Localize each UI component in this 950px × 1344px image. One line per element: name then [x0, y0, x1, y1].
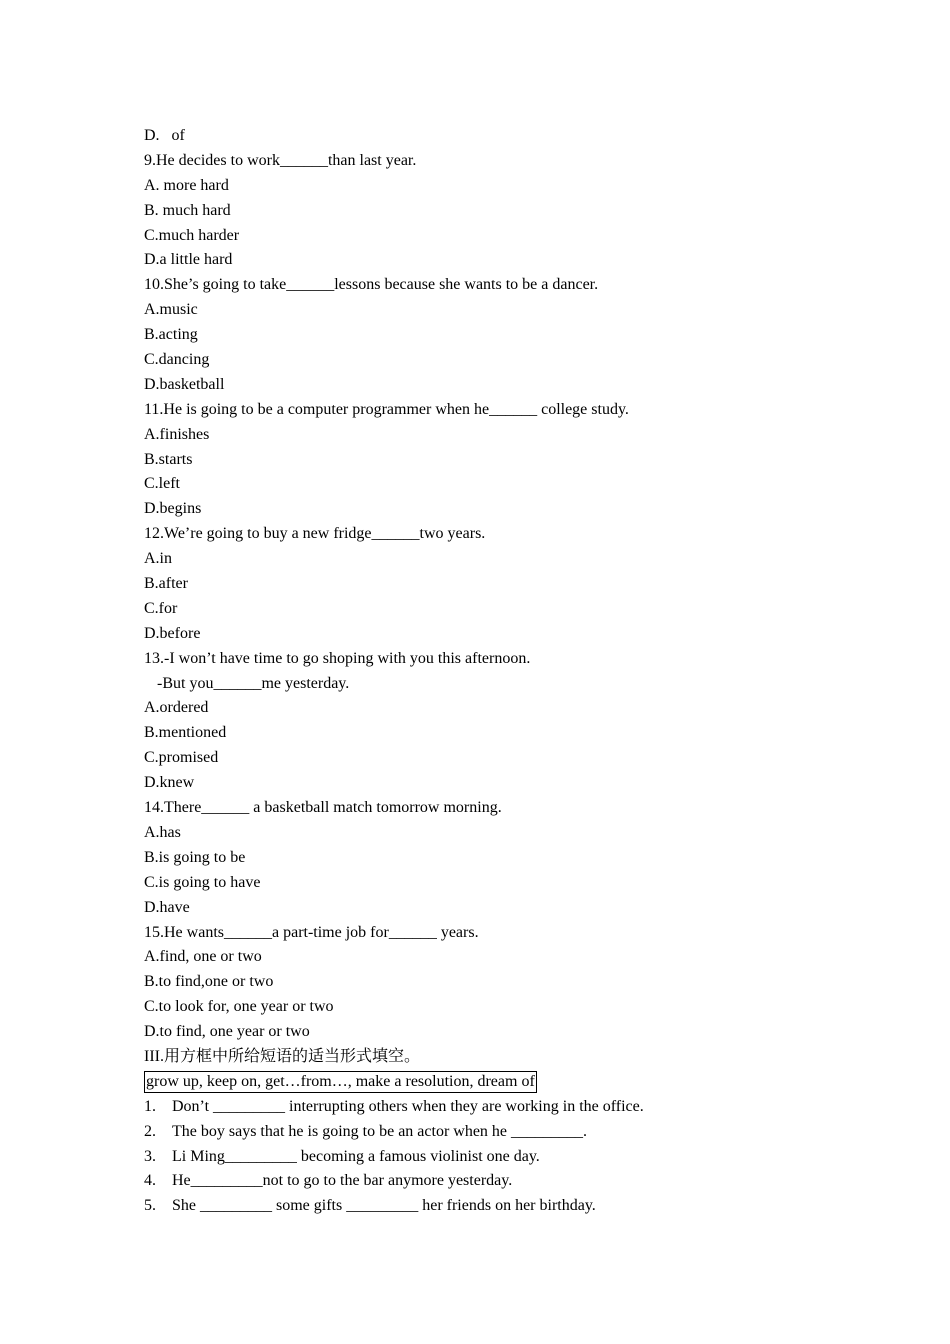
- fill-item-text: She _________ some gifts _________ her friends on her birthday.: [172, 1197, 596, 1215]
- option-line: D.have: [144, 898, 190, 916]
- option-line: C.to look for, one year or two: [144, 998, 334, 1016]
- phrase-box: grow up, keep on, get…from…, make a resolution, dream of: [144, 1071, 537, 1093]
- fill-item-text: Don’t _________ interrupting others when they are working in the office.: [172, 1097, 644, 1115]
- question-15: 15.He wants______a part-time job for______ years.: [144, 923, 479, 941]
- option-line: A.find, one or two: [144, 948, 262, 966]
- question-12: 12.We’re going to buy a new fridge______two years.: [144, 525, 486, 543]
- fill-item-text: Li Ming_________ becoming a famous violinist one day.: [172, 1147, 540, 1165]
- section-heading: III.用方框中所给短语的适当形式填空。: [144, 1047, 420, 1065]
- option-line: C.for: [144, 599, 178, 617]
- question-13-reply: -But you______me yesterday.: [157, 674, 350, 692]
- fill-item: [144, 1095, 864, 1120]
- option-line: C.is going to have: [144, 873, 261, 891]
- option-line: A.ordered: [144, 699, 209, 717]
- question-9: 9.He decides to work______than last year.: [144, 151, 417, 169]
- question-11: 11.He is going to be a computer programmer when he______ college study.: [144, 400, 629, 418]
- fill-item-text: The boy says that he is going to be an actor when he _________.: [172, 1122, 588, 1140]
- fill-item: [144, 1120, 864, 1145]
- option-line: D.begins: [144, 500, 202, 518]
- option-line: B.acting: [144, 326, 198, 344]
- option-line: D.to find, one year or two: [144, 1023, 310, 1041]
- option-line: B.to find,one or two: [144, 973, 274, 991]
- fill-item-number: 1.: [144, 1097, 156, 1115]
- option-line: B.starts: [144, 450, 193, 468]
- document-body: [144, 124, 864, 1219]
- option-line: A.finishes: [144, 425, 210, 443]
- fill-item: [144, 1169, 864, 1194]
- question-13: 13.-I won’t have time to go shoping with you this afternoon.: [144, 649, 531, 667]
- phrase-box-row: [144, 1070, 864, 1095]
- option-line: D.knew: [144, 774, 195, 792]
- option-line: D.basketball: [144, 375, 225, 393]
- option-line: D.before: [144, 624, 201, 642]
- fill-item-number: 5.: [144, 1197, 156, 1215]
- option-line: C.left: [144, 475, 180, 493]
- fill-item-text: He_________not to go to the bar anymore yesterday.: [172, 1172, 513, 1190]
- option-line: A.music: [144, 301, 198, 319]
- fill-item-number: 4.: [144, 1172, 156, 1190]
- fill-item: [144, 1194, 864, 1219]
- option-line: A. more hard: [144, 176, 229, 194]
- question-10: 10.She’s going to take______lessons because she wants to be a dancer.: [144, 276, 599, 294]
- option-line: C.promised: [144, 749, 219, 767]
- option-line: B.mentioned: [144, 724, 227, 742]
- option-line: C.dancing: [144, 351, 210, 369]
- fill-item-number: 2.: [144, 1122, 156, 1140]
- option-line: B. much hard: [144, 201, 231, 219]
- option-line: C.much harder: [144, 226, 240, 244]
- option-line: D.a little hard: [144, 251, 233, 269]
- option-line: D. of: [144, 127, 185, 144]
- option-line: A.has: [144, 823, 181, 841]
- fill-item: [144, 1145, 864, 1170]
- fill-item-number: 3.: [144, 1147, 156, 1165]
- question-14: 14.There______ a basketball match tomorrow morning.: [144, 799, 502, 817]
- option-line: A.in: [144, 550, 172, 568]
- option-line: B.is going to be: [144, 848, 246, 866]
- option-line: B.after: [144, 575, 188, 593]
